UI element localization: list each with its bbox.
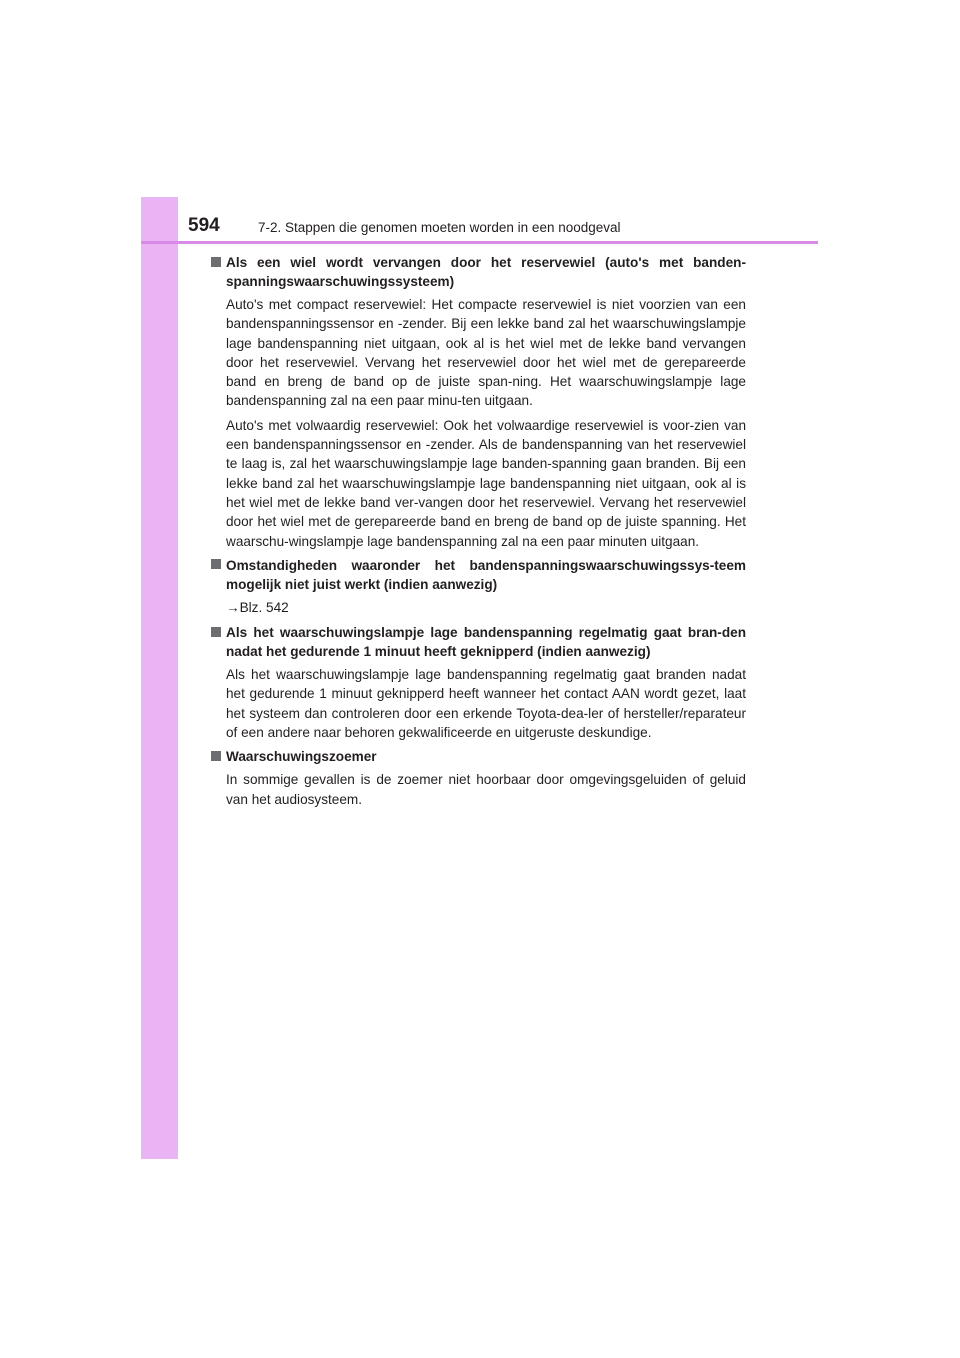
page-reference-link[interactable]: →Blz. 542 — [226, 599, 289, 615]
section-conditions — [211, 556, 746, 617]
section-title-text: Waarschuwingszoemer — [226, 749, 377, 765]
paragraph-buzzer: In sommige gevallen is de zoemer niet hoorbaar door omgevingsgeluiden of geluid van het audiosysteem. — [226, 772, 746, 807]
paragraph-full-spare: Auto's met volwaardig reservewiel: Ook het volwaardige reservewiel is voor-zien van een bandenspanningssensor en -zender. Als de bandenspanning van het reservewiel te laag is, zal het waarschuwingslampje lage banden-spanning gaan branden. Bij een lekke band zal het waarschuwingslampje lage bandenspanning niet uitgaan, ook al is het wiel met de lekke band ver-vangen door het reservewiel. Vervang het reservewiel door het wiel met de gerepareerde band en breng de band op de juiste spanning. Het waarschu-wingslampje lage bandenspanning zal na een paar minuten uitgaan. — [226, 417, 746, 549]
paragraph-warning-light: Als het waarschuwingslampje lage bandenspanning regelmatig gaat branden nadat het gedurende 1 minuut geknipperd heeft wanneer het contact AAN wordt gezet, laat het systeem dan controleren door een erkende Toyota-dea-ler of hersteller/reparateur of een andere naar behoren gekwalificeerde en uitgeruste deskundige. — [226, 667, 746, 741]
page-number: 594 — [188, 215, 220, 236]
section-title — [211, 623, 746, 661]
square-bullet-icon — [211, 559, 221, 569]
page-content — [211, 253, 746, 814]
section-title — [211, 747, 746, 766]
section-spare-wheel — [211, 253, 746, 551]
section-title — [211, 556, 746, 594]
chapter-side-tab — [141, 197, 178, 1159]
section-title-text: Als het waarschuwingslampje lage bandenspanning regelmatig gaat bran-den nadat het gedurende 1 minuut heeft geknipperd (indien aanwezig) — [226, 625, 746, 660]
section-header-title: 7-2. Stappen die genomen moeten worden in een noodgeval — [258, 220, 621, 235]
section-warning-light — [211, 623, 746, 742]
page-header — [141, 197, 818, 243]
paragraph-compact-spare: Auto's met compact reservewiel: Het compacte reservewiel is niet voorzien van een bandenspanningssensor en -zender. Bij een lekke band zal het waarschuwingslampje lage bandenspanning niet uitgaan, ook al is het wiel met de lekke band vervangen door het reservewiel. Vervang het reservewiel door het wiel met de gerepareerde band en breng de band op de juiste span-ning. Het waarschuwingslampje lage bandenspanning zal na een paar minu-ten uitgaan. — [226, 297, 746, 409]
section-title-text: Als een wiel wordt vervangen door het reservewiel (auto's met banden-spanningswaarschuwingssysteem) — [226, 255, 746, 289]
square-bullet-icon — [211, 257, 221, 267]
square-bullet-icon — [211, 627, 221, 637]
section-title — [211, 253, 746, 291]
section-buzzer — [211, 747, 746, 809]
section-title-text: Omstandigheden waaronder het bandenspanningswaarschuwingssys-teem mogelijk niet juist werkt (indien aanwezig) — [226, 557, 746, 592]
square-bullet-icon — [211, 751, 221, 761]
header-rule — [141, 241, 818, 244]
